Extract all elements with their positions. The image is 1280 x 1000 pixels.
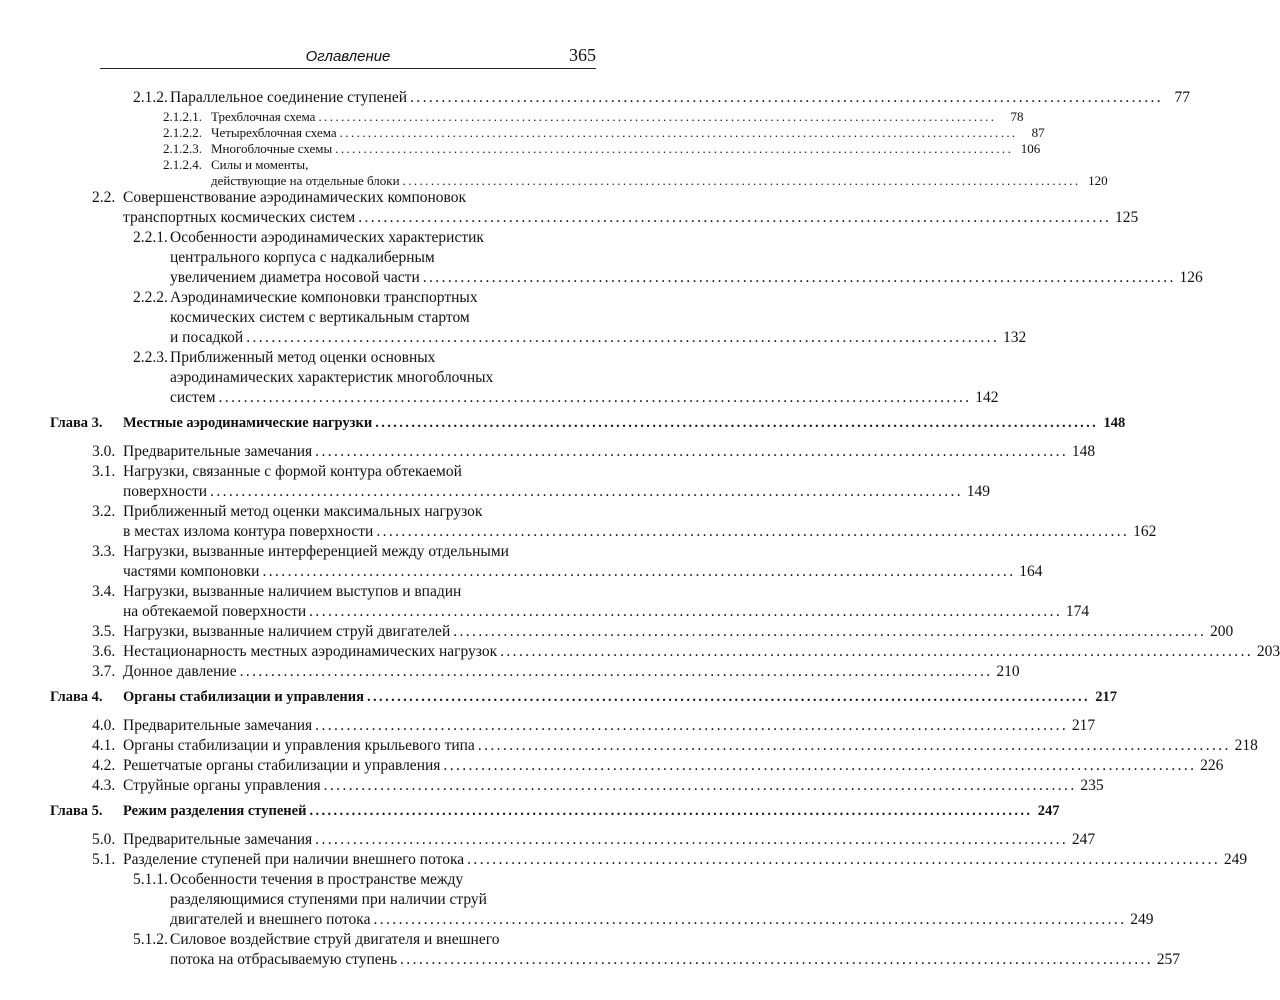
toc-entry — [0, 663, 1020, 683]
entry-title: Предварительные замечания — [123, 831, 313, 848]
toc-entry — [0, 583, 1090, 623]
entry-title: Нагрузки, вызванные интерференцией между отдельными — [123, 543, 509, 560]
entry-number: 4.3. — [92, 777, 116, 794]
entry-page: 149 — [966, 483, 991, 500]
entry-page: 217 — [1071, 717, 1096, 734]
toc-entry — [0, 125, 1045, 141]
toc-entry — [0, 157, 1108, 189]
toc-entry — [0, 871, 1154, 931]
entry-title: Четырехблочная схема — [211, 125, 337, 140]
dot-leader: ........................................................................................................................ — [443, 757, 1197, 774]
toc-entry — [0, 289, 1027, 349]
toc-entry — [0, 831, 1096, 851]
entry-title: Нагрузки, вызванные наличием струй двигателей — [123, 623, 451, 640]
entry-number: 5.1. — [92, 851, 116, 868]
entry-title: разделяющимися ступенями при наличии струй — [170, 891, 487, 908]
entry-number: Глава 4. — [50, 689, 103, 705]
dot-leader: ........................................................................................................................ — [367, 689, 1090, 705]
entry-page: 226 — [1200, 757, 1224, 774]
running-header — [100, 44, 596, 69]
toc-entry — [0, 851, 1248, 871]
entry-page: 210 — [996, 663, 1020, 680]
entry-number: 2.1.2.4. — [163, 157, 202, 172]
entry-title: Режим разделения ступеней — [123, 803, 307, 819]
entry-page: 218 — [1234, 737, 1258, 754]
toc-entry — [0, 717, 1096, 737]
entry-number: 4.1. — [92, 737, 116, 754]
dot-leader: ........................................................................................................................ — [373, 911, 1127, 928]
entry-number: Глава 3. — [50, 415, 103, 431]
header-title: Оглавление — [305, 48, 391, 65]
dot-leader: ........................................................................................................................ — [315, 717, 1069, 734]
dot-leader: ........................................................................................................................ — [453, 623, 1207, 640]
entry-page: 132 — [1002, 329, 1027, 346]
toc-entry — [0, 737, 1258, 757]
entry-title: Донное давление — [123, 663, 237, 680]
entry-title: Нестационарность местных аэродинамических нагрузок — [123, 643, 498, 660]
entry-page: 106 — [1020, 141, 1041, 156]
toc-entry — [0, 229, 1203, 289]
entry-title: космических систем с вертикальным стартом — [170, 309, 470, 326]
toc-entry — [0, 109, 1024, 125]
entry-title: Силовое воздействие струй двигателя и внешнего — [170, 931, 500, 948]
entry-number: 2.2.3. — [133, 349, 168, 366]
entry-number: Глава 5. — [50, 803, 103, 819]
entry-number: 2.2.2. — [133, 289, 168, 306]
entry-title: Решетчатые органы стабилизации и управления — [123, 757, 441, 774]
dot-leader: ........................................................................................................................ — [375, 415, 1099, 431]
entry-title: Параллельное соединение ступеней — [170, 89, 408, 106]
dot-leader: ........................................................................................................................ — [477, 737, 1231, 754]
dot-leader: ........................................................................................................................ — [246, 329, 1000, 346]
toc-entry — [0, 543, 1043, 583]
entry-title: транспортных космических систем — [123, 209, 356, 226]
dot-leader: ........................................................................................................................ — [239, 663, 993, 680]
dot-leader: ........................................................................................................................ — [315, 443, 1069, 460]
entry-page: 162 — [1133, 523, 1157, 540]
entry-number: 5.1.1. — [133, 871, 168, 888]
entry-page: 148 — [1103, 415, 1126, 431]
toc-entry — [0, 443, 1096, 463]
entry-title: и посадкой — [170, 329, 244, 346]
entry-number: 3.1. — [92, 463, 116, 480]
dot-leader: ........................................................................................................................ — [358, 209, 1112, 226]
dot-leader: ........................................................................................................................ — [262, 563, 1016, 580]
entry-page: 257 — [1156, 951, 1181, 968]
dot-leader: ........................................................................................................................ — [376, 523, 1130, 540]
toc-entry — [0, 463, 991, 503]
entry-title: Особенности аэродинамических характеристик — [170, 229, 484, 246]
entry-title: центрального корпуса с надкалиберным — [170, 249, 435, 266]
dot-leader: ........................................................................................................................ — [339, 125, 1018, 140]
entry-title: увеличением диаметра носовой части — [170, 269, 420, 286]
entry-number: 3.4. — [92, 583, 116, 600]
entry-title: Приближенный метод оценки максимальных нагрузок — [123, 503, 483, 520]
entry-page: 164 — [1019, 563, 1043, 580]
dot-leader: ........................................................................................................................ — [218, 389, 972, 406]
dot-leader: ........................................................................................................................ — [309, 603, 1063, 620]
toc-chapter — [0, 689, 1117, 709]
entry-title: в местах излома контура поверхности — [123, 523, 374, 540]
dot-leader: ........................................................................................................................ — [335, 141, 1014, 156]
entry-title: Особенности течения в пространстве между — [170, 871, 464, 888]
entry-number: 5.1.2. — [133, 931, 168, 948]
toc-entry — [0, 623, 1234, 643]
entry-title: Нагрузки, связанные с формой контура обтекаемой — [123, 463, 462, 480]
entry-page: 217 — [1095, 689, 1117, 705]
entry-page: 142 — [975, 389, 999, 406]
entry-number: 3.0. — [92, 443, 116, 460]
entry-title: Разделение ступеней при наличии внешнего потока — [123, 851, 465, 868]
dot-leader: ........................................................................................................................ — [402, 173, 1081, 188]
entry-number: 3.5. — [92, 623, 116, 640]
dot-leader: ........................................................................................................................ — [318, 109, 997, 124]
toc-chapter — [0, 415, 1126, 435]
toc-entry — [0, 503, 1157, 543]
dot-leader: ........................................................................................................................ — [309, 803, 1033, 819]
entry-number: 3.7. — [92, 663, 116, 680]
entry-number: 4.0. — [92, 717, 116, 734]
entry-number: 3.3. — [92, 543, 116, 560]
entry-page: 247 — [1037, 803, 1060, 819]
entry-page: 247 — [1071, 831, 1096, 848]
entry-page: 235 — [1080, 777, 1104, 794]
entry-number: 2.1.2.3. — [163, 141, 202, 156]
entry-title: Струйные органы управления — [123, 777, 321, 794]
entry-page: 77 — [1174, 89, 1191, 106]
entry-page: 120 — [1088, 173, 1108, 188]
dot-leader: ........................................................................................................................ — [400, 951, 1154, 968]
entry-number: 2.2. — [92, 189, 116, 206]
entry-page: 200 — [1209, 623, 1234, 640]
toc-entry — [0, 643, 1280, 663]
entry-number: 4.2. — [92, 757, 116, 774]
entry-number: 3.2. — [92, 503, 116, 520]
dot-leader: ........................................................................................................................ — [500, 643, 1254, 660]
entry-title: Органы стабилизации и управления крыльевого типа — [123, 737, 475, 754]
entry-page: 249 — [1223, 851, 1248, 868]
toc-chapter — [0, 803, 1060, 823]
toc-entry — [0, 757, 1224, 777]
entry-page: 87 — [1031, 125, 1045, 140]
toc-entry — [0, 349, 999, 409]
entry-title: действующие на отдельные блоки — [211, 173, 400, 188]
entry-title: Аэродинамические компоновки транспортных — [170, 289, 478, 306]
dot-leader: ........................................................................................................................ — [467, 851, 1221, 868]
entry-title: Силы и моменты, — [211, 157, 309, 172]
entry-title: Приближенный метод оценки основных — [170, 349, 436, 366]
page-number: 365 — [569, 45, 596, 65]
entry-title: поверхности — [123, 483, 208, 500]
dot-leader: ........................................................................................................................ — [410, 89, 1164, 106]
entry-page: 125 — [1115, 209, 1139, 226]
entry-title: двигателей и внешнего потока — [170, 911, 371, 928]
entry-number: 2.1.2.1. — [163, 109, 202, 124]
entry-title: Местные аэродинамические нагрузки — [123, 415, 373, 431]
entry-title: Органы стабилизации и управления — [123, 689, 364, 705]
entry-page: 126 — [1179, 269, 1203, 286]
entry-title: Многоблочные схемы — [211, 141, 333, 156]
entry-number: 2.2.1. — [133, 229, 168, 246]
entry-title: на обтекаемой поверхности — [123, 603, 307, 620]
table-of-contents — [0, 89, 1280, 971]
entry-title: систем — [170, 389, 216, 406]
entry-page: 148 — [1071, 443, 1096, 460]
entry-title: частями компоновки — [123, 563, 260, 580]
entry-title: Предварительные замечания — [123, 717, 313, 734]
toc-entry — [0, 89, 1191, 109]
entry-page: 249 — [1130, 911, 1154, 928]
entry-number: 2.1.2.2. — [163, 125, 202, 140]
dot-leader: ........................................................................................................................ — [210, 483, 964, 500]
entry-number: 3.6. — [92, 643, 116, 660]
dot-leader: ........................................................................................................................ — [422, 269, 1176, 286]
entry-number: 5.0. — [92, 831, 116, 848]
entry-title: Нагрузки, вызванные наличием выступов и впадин — [123, 583, 462, 600]
entry-page: 203 — [1256, 643, 1280, 660]
entry-page: 78 — [1010, 109, 1024, 124]
toc-entry — [0, 141, 1041, 157]
toc-entry — [0, 189, 1139, 229]
entry-title: аэродинамических характеристик многоблочных — [170, 369, 494, 386]
entry-title: потока на отбрасываемую ступень — [170, 951, 398, 968]
toc-entry — [0, 777, 1104, 797]
entry-title: Трехблочная схема — [211, 109, 316, 124]
dot-leader: ........................................................................................................................ — [315, 831, 1069, 848]
entry-page: 174 — [1065, 603, 1090, 620]
entry-number: 2.1.2. — [133, 89, 168, 106]
entry-title: Предварительные замечания — [123, 443, 313, 460]
dot-leader: ........................................................................................................................ — [323, 777, 1077, 794]
toc-entry — [0, 931, 1181, 971]
entry-title: Совершенствование аэродинамических компоновок — [123, 189, 467, 206]
